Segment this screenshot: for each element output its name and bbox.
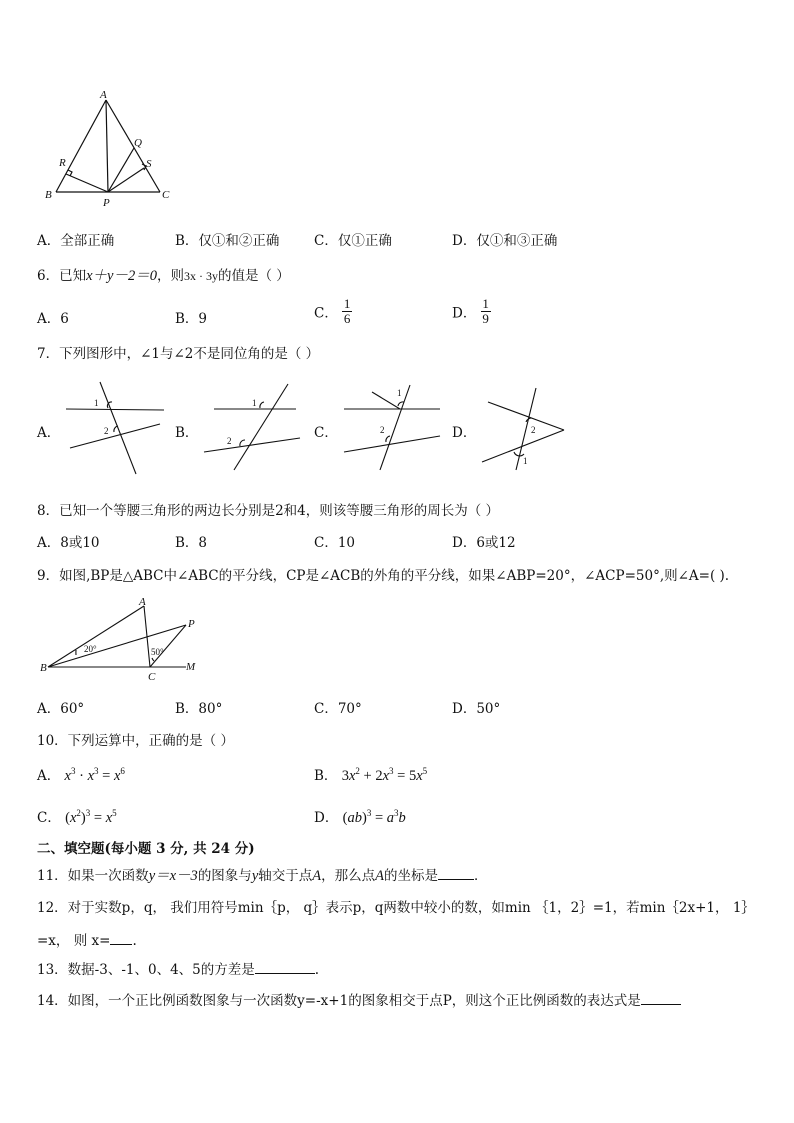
svg-text:1: 1 (252, 398, 257, 408)
q10-expression-d: $(ab)^3 = a^3b$ (342, 808, 406, 826)
q5-option-d[interactable]: D．仅①和③正确 (452, 233, 558, 249)
q7-figure-d[interactable] (478, 384, 570, 474)
label-A: A (139, 596, 146, 608)
q6-option-a[interactable]: A．6 (37, 311, 69, 327)
fraction-1-9: $\frac{1}{9}$ (482, 296, 489, 326)
q10-option-b[interactable]: B． $3x^2 + 2x^3 = 5x^5$ (314, 766, 428, 784)
svg-text:2: 2 (104, 426, 109, 436)
q9-option-c[interactable]: C．70° (314, 701, 362, 717)
angle-50: 50° (151, 647, 164, 657)
q8-option-d[interactable]: D．6或12 (452, 535, 516, 551)
q6-option-d[interactable]: D． $\frac{1}{9}$ (452, 296, 489, 326)
label-P: P (103, 197, 110, 209)
q6-expression: 3x · 3y (183, 269, 218, 283)
label-M: M (186, 661, 196, 673)
svg-text:2: 2 (380, 425, 385, 435)
label-A: A (100, 89, 107, 101)
q9-option-a[interactable]: A．60° (37, 701, 85, 717)
q10-expression-b: $3x^2 + 2x^3 = 5x^5$ (341, 766, 428, 784)
q9-stem: 9．如图,BP是△ABC中∠ABC的平分线，CP是∠ACB的外角的平分线，如果∠ABP=20°，∠ACP=50°,则∠A=( ). (37, 568, 730, 584)
q10-expression-a: $x^3 \cdot x^3 = x^6$ (64, 766, 125, 784)
q11-stem: 11．如果一次函数y＝x－3的图象与y轴交于点A，那么点A的坐标是 ． (37, 868, 488, 884)
q8-stem: 8．已知一个等腰三角形的两边长分别是2和4，则该等腰三角形的周长为（ ） (37, 503, 500, 519)
q10-option-a[interactable]: A． $x^3 \cdot x^3 = x^6$ (37, 766, 125, 784)
q11-answer-blank[interactable] (438, 867, 474, 880)
q7-option-d-letter[interactable]: D． (452, 425, 477, 441)
q13-answer-blank[interactable] (255, 961, 315, 974)
q5-option-b[interactable]: B．仅①和②正确 (175, 233, 280, 249)
svg-text:2: 2 (227, 436, 232, 446)
q10-option-c[interactable]: C． $(x^2)^3 = x^5$ (37, 808, 117, 826)
q7-figure-c[interactable] (340, 380, 450, 475)
q10-stem: 10．下列运算中，正确的是（ ） (37, 733, 234, 749)
label-R: R (59, 157, 66, 169)
section-heading: 二、填空题(每小题 3 分, 共 24 分) (37, 841, 255, 857)
q6-equation: x＋y－2＝0 (86, 268, 157, 284)
q7-figure-a[interactable] (60, 378, 170, 478)
label-Q: Q (134, 137, 142, 149)
label-S: S (146, 158, 152, 170)
q8-option-c[interactable]: C．10 (314, 535, 356, 551)
svg-text:2: 2 (531, 425, 536, 435)
q7-option-b-letter[interactable]: B． (175, 425, 199, 441)
q8-option-a[interactable]: A．8或10 (37, 535, 100, 551)
q8-option-b[interactable]: B．8 (175, 535, 208, 551)
q14-answer-blank[interactable] (641, 992, 681, 1005)
q7-option-c-letter[interactable]: C． (314, 425, 338, 441)
svg-text:1: 1 (397, 388, 402, 398)
q7-figure-b[interactable] (200, 380, 305, 475)
label-C: C (148, 671, 156, 683)
q13-stem: 13．数据-3、-1、0、4、5的方差是 . (37, 962, 320, 978)
fraction-1-6: $\frac{1}{6}$ (343, 296, 351, 326)
q7-stem: 7．下列图形中，∠1与∠2不是同位角的是（ ） (37, 346, 320, 362)
q6-option-b[interactable]: B．9 (175, 311, 208, 327)
q5-triangle-figure (40, 88, 180, 210)
q14-stem: 14．如图，一个正比例函数图象与一次函数y=-x+1的图象相交于点P，则这个正比例函数的表达式是 (37, 989, 681, 1009)
label-P: P (188, 618, 195, 630)
angle-20: 20° (84, 644, 97, 654)
q10-option-d[interactable]: D． $(ab)^3 = a^3b$ (314, 808, 406, 826)
label-C: C (162, 189, 170, 201)
label-B: B (45, 189, 52, 201)
q9-triangle-figure (36, 594, 206, 684)
label-B: B (40, 662, 47, 674)
q5-option-c[interactable]: C．仅①正确 (314, 233, 392, 249)
q9-option-b[interactable]: B．80° (175, 701, 223, 717)
svg-text:1: 1 (523, 456, 528, 466)
q12-line2: =x， 则 x= . (37, 933, 137, 949)
q12-line1: 12．对于实数p，q， 我们用符号min｛p， q｝表示p，q两数中较小的数，如min ｛1，2｝=1，若min｛2x+1， 1｝ (37, 900, 755, 916)
q7-option-a-letter[interactable]: A． (37, 425, 61, 441)
q9-option-d[interactable]: D．50° (452, 701, 501, 717)
svg-text:1: 1 (94, 398, 99, 408)
q6-stem: 6．已知x＋y－2＝0，则3x · 3y的值是（ ） (37, 268, 290, 284)
q5-option-a[interactable]: A．全部正确 (37, 233, 115, 249)
q12-answer-blank[interactable] (110, 932, 132, 945)
q6-option-c[interactable]: C． $\frac{1}{6}$ (314, 296, 351, 326)
q10-expression-c: $(x^2)^3 = x^5$ (65, 808, 117, 826)
